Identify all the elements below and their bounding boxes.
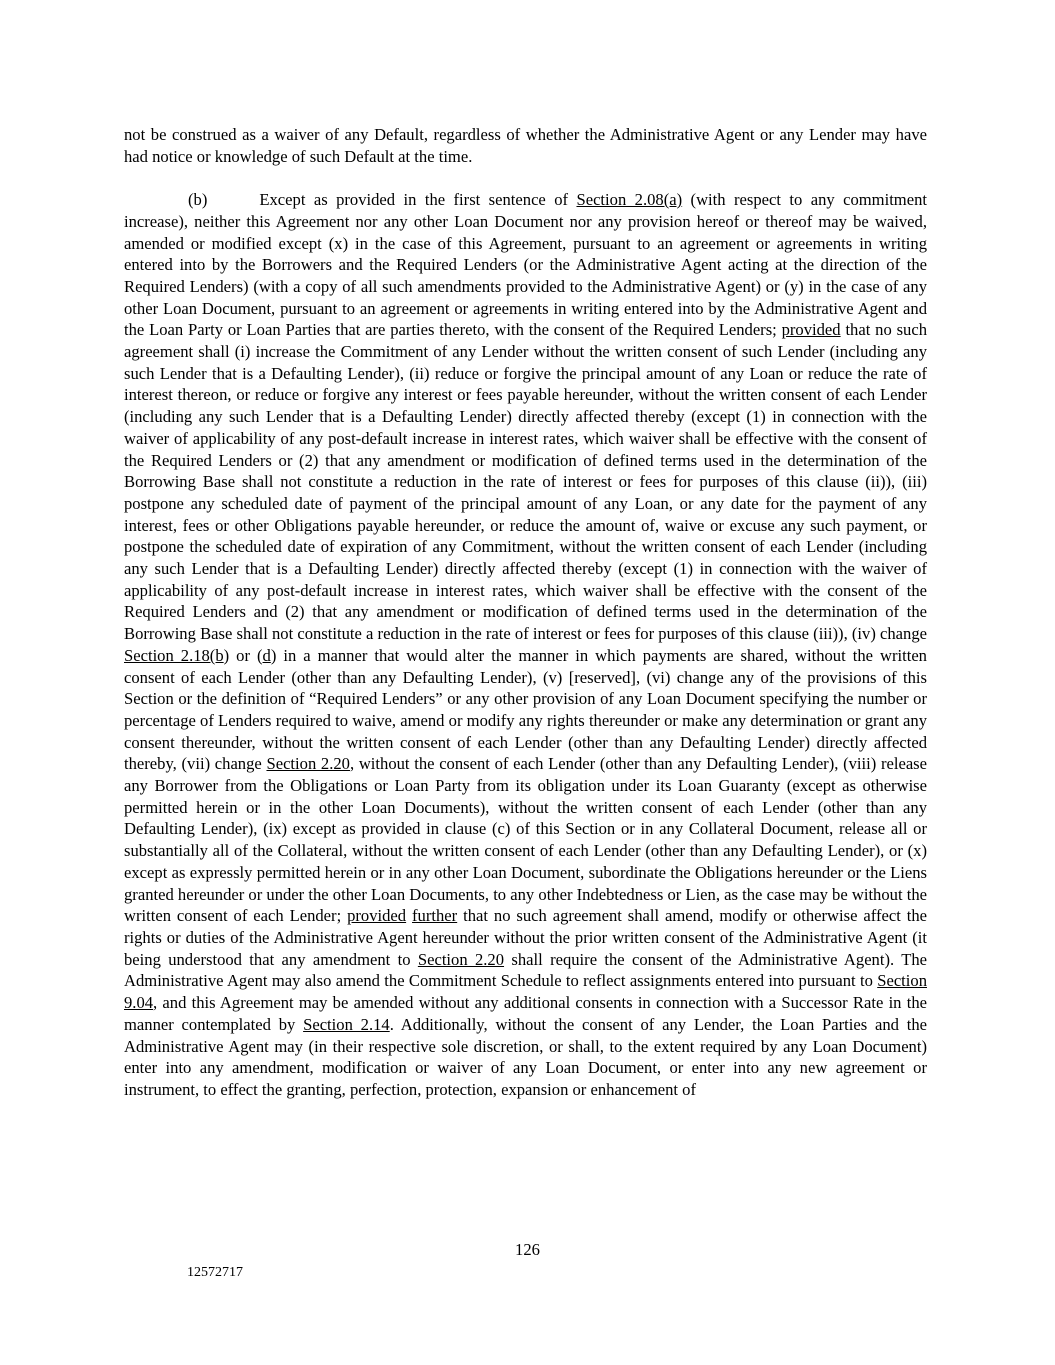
cross-reference-section-2-20: Section 2.20 [266, 754, 350, 774]
term-provided: provided [347, 906, 407, 926]
cross-reference-section-2-08a: Section 2.08(a) [576, 190, 683, 210]
term-provided: provided [781, 320, 841, 340]
text-run: shall require the consent of the Administrative Agent). The Administrative Agent may also amend the Commitment Schedule to reflect assignments entered into pursuant to [124, 949, 927, 991]
cross-reference-section-2-18b: Section 2.18(b [124, 645, 224, 665]
cross-reference-section-2-20: Section 2.20 [417, 949, 505, 969]
page-number: 126 [515, 1240, 540, 1259]
document-id: 12572717 [187, 1265, 243, 1280]
text-run: (with respect to any commitment increase), neither this Agreement nor any other Loan Document nor any provision hereof or thereof may be waived, amended or modified except (x) in the case of this Agreement, pursuant to an agreement or agreements in writing entered into by the Borrowers and the Required Lenders (or the Administrative Agent acting at the direction of the Required Lenders) (with a copy of all such amendments provided to the Administrative Agent) or (y) in the case of any other Loan Document, pursuant to an agreement or agreements in writing entered into by the Administrative Agent and the Loan Party or Loan Parties that are parties thereto, with the consent of the Required Lenders; [124, 190, 927, 340]
text-run: , without the consent of each Lender (other than any Defaulting Lender), (viii) release any Borrower from the Obligations or Loan Party from its obligation under its Loan Guaranty (except as otherwise permitted herein or in the other Loan Documents), without the written consent of each Lender (other than any Defaulting Lender), (ix) except as provided in clause (c) of this Section or in any Collateral Document, release all or substantially all of the Collateral, without the written consent of each Lender (other than any Defaulting Lender), or (x) except as expressly permitted herein or in any other Loan Document, subordinate the Obligations hereunder or the Liens granted hereunder or under the other Loan Documents, to any other Indebtedness or Lien, as the case may be without the written consent of each Lender; [124, 754, 928, 926]
text-run: Except as provided in the first sentence of [259, 190, 577, 210]
document-body [124, 124, 927, 1101]
text-run: that no such agreement shall amend, modify or otherwise affect the rights or duties of the Administrative Agent hereunder without the prior written consent of the Administrative Agent (it being understood that any amendment to [124, 906, 928, 969]
text-run: ) in a manner that would alter the manner in which payments are shared, without the written consent of each Lender (other than any Defaulting Lender), (v) [reserved], (vi) change any of the provisions of this Section or the definition of “Required Lenders” or any other provision of any Loan Document specifying the number or percentage of Lenders required to waive, amend or modify any rights thereunder or make any determination or grant any consent thereunder, without the written consent of each Lender (other than any Defaulting Lender) directly affected thereby, (vii) change [124, 645, 927, 774]
paragraph-b [124, 189, 927, 1101]
text-run: ) or ( [223, 645, 263, 665]
paragraph-a-continuation: not be construed as a waiver of any Default, regardless of whether the Administrative Agent or any Lender may have had notice or knowledge of such Default at the time. [124, 125, 927, 166]
cross-reference-d: d [262, 645, 271, 665]
text-run: that no such agreement shall (i) increase the Commitment of any Lender without the written consent of such Lender (including any such Lender that is a Defaulting Lender), (ii) reduce or forgive the principal amount of any Loan or reduce the rate of interest thereon, or reduce or forgive any interest or fees payable hereunder, without the written consent of each Lender (including any such Lender that is a Defaulting Lender) directly affected thereby (except (1) in connection with the waiver of applicability of any post-default increase in interest rates, which waiver shall be effective with the consent of the Required Lenders or (2) that any amendment or modification of defined terms used in the determination of the Borrowing Base shall not constitute a reduction in the rate of interest or fees for purposes of this clause (ii)), (iii) postpone any scheduled date of payment of the principal amount of any Loan, or any date for the payment of any interest, fees or other Obligations payable hereunder, or reduce the amount of, waive or excuse any such payment, or postpone the scheduled date of expiration of any Commitment, without the written consent of each Lender (including any such Lender that is a Defaulting Lender) directly affected thereby (except (1) in connection with the waiver of applicability of any post-default increase in interest rates, which waiver shall be effective with the consent of the Required Lenders and (2) that any amendment or modification of defined terms used in the determination of the Borrowing Base shall not constitute a reduction in the rate of interest or fees for purposes of this clause (iii)), (iv) change [124, 320, 927, 644]
text-run: , and this Agreement may be amended without any additional consents in connection with a Successor Rate in the manner contemplated by [124, 993, 927, 1034]
cross-reference-section-9-04: Section 9.04 [124, 971, 927, 1013]
text-run: . Additionally, without the consent of any Lender, the Loan Parties and the Administrative Agent may (in their respective sole discretion, or shall, to the extent required by any Loan Document) enter into any amendment, modification or waiver of any Loan Document, or enter into any new agreement or instrument, to effect the granting, perfection, protection, expansion or enhancement of [124, 1014, 927, 1099]
term-further: further [412, 906, 458, 926]
paragraph-b-label: (b) [188, 190, 208, 210]
cross-reference-section-2-14: Section 2.14 [303, 1014, 390, 1034]
